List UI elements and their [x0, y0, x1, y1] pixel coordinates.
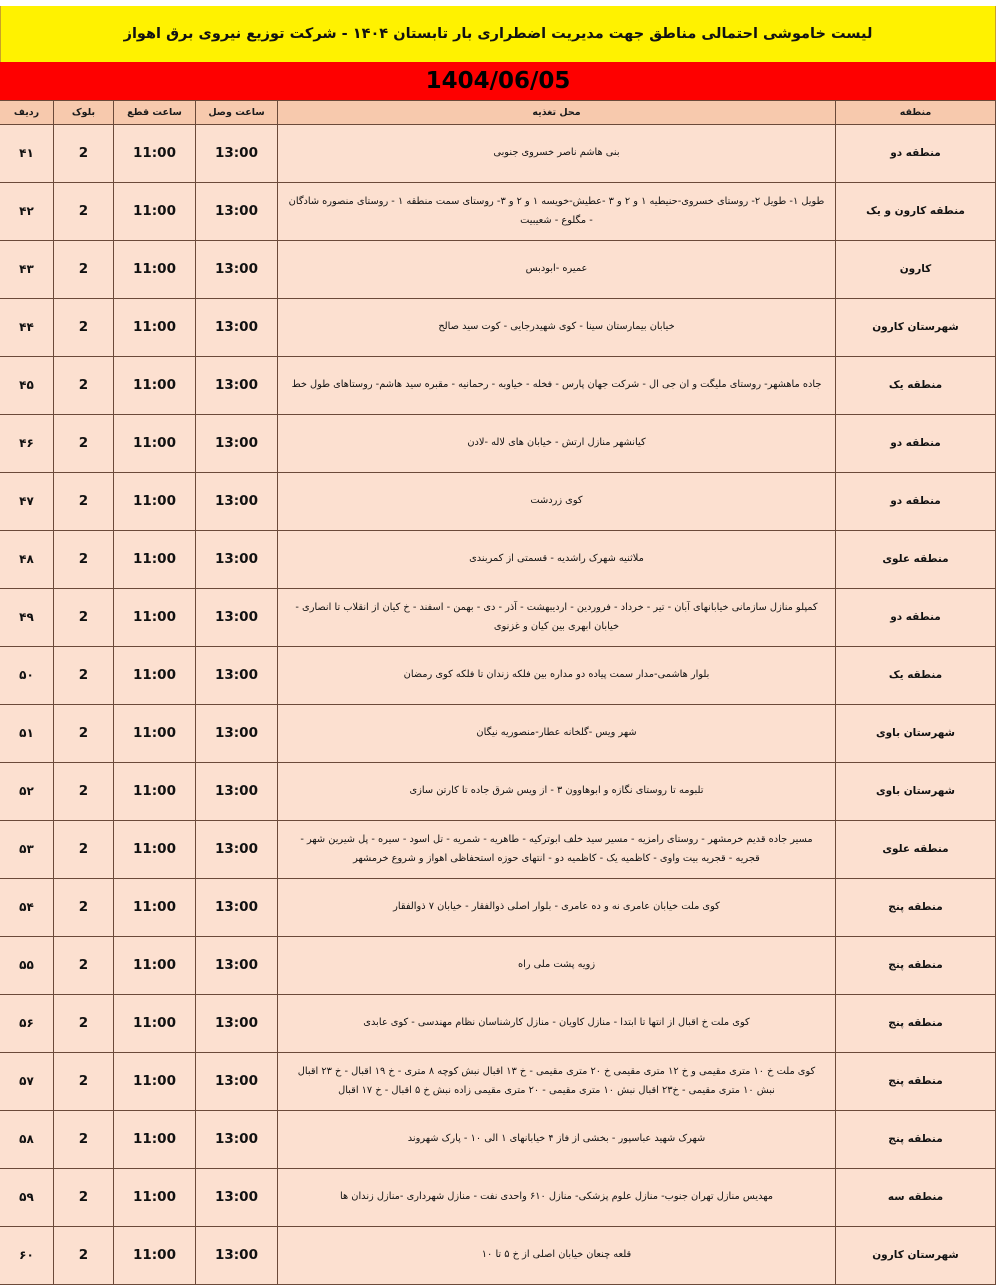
cell-mantaghe: کارون: [836, 241, 996, 299]
cell-mantaghe: منطقه پنج: [836, 937, 996, 995]
cell-vasl: 13:00: [196, 1111, 278, 1169]
cell-mantaghe: منطقه پنج: [836, 879, 996, 937]
cell-block: 2: [54, 241, 114, 299]
cell-vasl: 13:00: [196, 473, 278, 531]
cell-vasl: 13:00: [196, 357, 278, 415]
cell-mantaghe: منطقه پنج: [836, 1053, 996, 1111]
cell-ghat: 11:00: [114, 937, 196, 995]
cell-ghat: 11:00: [114, 357, 196, 415]
cell-radif: ۵۸: [0, 1111, 54, 1169]
cell-ghat: 11:00: [114, 1111, 196, 1169]
page-title: لیست خاموشی احتمالی مناطق جهت مدیریت اضطراری بار تابستان ۱۴۰۴ - شرکت توزیع نیروی برق اهواز: [123, 26, 873, 42]
cell-ghat: 11:00: [114, 1053, 196, 1111]
cell-mantaghe: شهرستان کارون: [836, 299, 996, 357]
cell-mahal: خیابان بیمارستان سینا - کوی شهیدرجایی - کوت سید صالح: [278, 299, 836, 357]
schedule-date: 1404/06/05: [425, 68, 571, 94]
cell-vasl: 13:00: [196, 879, 278, 937]
cell-block: 2: [54, 473, 114, 531]
cell-vasl: 13:00: [196, 705, 278, 763]
cell-mantaghe: منطقه علوی: [836, 531, 996, 589]
cell-block: 2: [54, 821, 114, 879]
cell-block: 2: [54, 299, 114, 357]
cell-ghat: 11:00: [114, 299, 196, 357]
cell-block: 2: [54, 1227, 114, 1285]
cell-vasl: 13:00: [196, 125, 278, 183]
cell-mahal: کوی ملت خیابان عامری نه و ده عامری - بلوار اصلی ذوالفقار - خیابان ۷ ذوالفقار: [278, 879, 836, 937]
table-row: [0, 357, 996, 415]
cell-ghat: 11:00: [114, 821, 196, 879]
table-row: [0, 531, 996, 589]
table-row: [0, 589, 996, 647]
column-header-radif: ردیف: [0, 101, 54, 125]
cell-ghat: 11:00: [114, 473, 196, 531]
cell-block: 2: [54, 647, 114, 705]
column-header-vasl: ساعت وصل: [196, 101, 278, 125]
cell-ghat: 11:00: [114, 1227, 196, 1285]
cell-mantaghe: منطقه کارون و یک: [836, 183, 996, 241]
table-row: [0, 473, 996, 531]
cell-vasl: 13:00: [196, 995, 278, 1053]
cell-block: 2: [54, 415, 114, 473]
table-row: [0, 1111, 996, 1169]
cell-vasl: 13:00: [196, 241, 278, 299]
cell-mahal: کوی ملت خ ۱۰ متری مقیمی و خ ۱۲ متری مقیمی خ ۲۰ متری مقیمی - خ ۱۳ اقبال نبش کوچه ۸ متری - خ ۱۹ اقبال - خ ۲۳ اقبال نبش ۱۰ متری مقیمی - خ۲۳ اقبال نبش ۱۰ متری مقیمی - ۲۰ متری مقیمی زاده نبش خ ۵ اقبال - خ ۱۷ اقبال: [278, 1053, 836, 1111]
cell-radif: ۴۲: [0, 183, 54, 241]
table-row: [0, 299, 996, 357]
table-row: [0, 995, 996, 1053]
cell-vasl: 13:00: [196, 647, 278, 705]
cell-radif: ۴۶: [0, 415, 54, 473]
cell-radif: ۵۷: [0, 1053, 54, 1111]
table-row: [0, 1227, 996, 1285]
table-row: [0, 125, 996, 183]
cell-ghat: 11:00: [114, 763, 196, 821]
table-row: [0, 647, 996, 705]
cell-vasl: 13:00: [196, 937, 278, 995]
cell-ghat: 11:00: [114, 705, 196, 763]
cell-mantaghe: شهرستان کارون: [836, 1227, 996, 1285]
cell-radif: ۵۰: [0, 647, 54, 705]
cell-mantaghe: منطقه دو: [836, 589, 996, 647]
cell-radif: ۶۰: [0, 1227, 54, 1285]
cell-mahal: بلوار هاشمی-مدار سمت پیاده دو مداره بین فلکه زندان تا فلکه کوی رمضان: [278, 647, 836, 705]
cell-mahal: شهرک شهید عباسپور - بخشی از فاز ۴ خیابانهای ۱ الی ۱۰ - پارک شهروند: [278, 1111, 836, 1169]
cell-block: 2: [54, 1169, 114, 1227]
cell-vasl: 13:00: [196, 531, 278, 589]
table-row: [0, 821, 996, 879]
cell-mahal: ملاثنیه شهرک راشدیه - قسمتی از کمربندی: [278, 531, 836, 589]
title-banner: [0, 6, 996, 62]
cell-vasl: 13:00: [196, 1227, 278, 1285]
cell-mantaghe: شهرستان باوی: [836, 705, 996, 763]
cell-vasl: 13:00: [196, 1169, 278, 1227]
cell-vasl: 13:00: [196, 415, 278, 473]
cell-radif: ۵۲: [0, 763, 54, 821]
cell-radif: ۴۱: [0, 125, 54, 183]
cell-block: 2: [54, 879, 114, 937]
column-header-mantaghe: منطقه: [836, 101, 996, 125]
table-row: [0, 879, 996, 937]
cell-mantaghe: منطقه دو: [836, 473, 996, 531]
cell-mahal: کوی ملت خ اقبال از انتها تا ابتدا - منازل کاویان - منازل کارشناسان نظام مهندسی - کوی عابدی: [278, 995, 836, 1053]
cell-radif: ۴۵: [0, 357, 54, 415]
cell-mantaghe: منطقه سه: [836, 1169, 996, 1227]
table-row: [0, 937, 996, 995]
date-banner: [0, 62, 996, 100]
column-header-block: بلوک: [54, 101, 114, 125]
cell-mahal: کمپلو منازل سازمانی خیابانهای آبان - تیر - خرداد - فروردین - اردیبهشت - آذر - دی - بهمن - اسفند - خ کیان از انقلاب تا انصاری - خیابان ابهری بین کیان و غزنوی: [278, 589, 836, 647]
cell-block: 2: [54, 705, 114, 763]
cell-radif: ۵۳: [0, 821, 54, 879]
cell-radif: ۴۹: [0, 589, 54, 647]
cell-mantaghe: شهرستان باوی: [836, 763, 996, 821]
cell-block: 2: [54, 183, 114, 241]
cell-block: 2: [54, 125, 114, 183]
cell-mahal: زویه پشت ملی راه: [278, 937, 836, 995]
cell-mantaghe: منطقه پنج: [836, 1111, 996, 1169]
cell-ghat: 11:00: [114, 589, 196, 647]
cell-radif: ۵۵: [0, 937, 54, 995]
cell-block: 2: [54, 937, 114, 995]
cell-block: 2: [54, 357, 114, 415]
table-header-row: [0, 101, 996, 125]
cell-ghat: 11:00: [114, 995, 196, 1053]
cell-radif: ۵۱: [0, 705, 54, 763]
cell-radif: ۴۸: [0, 531, 54, 589]
table-row: [0, 415, 996, 473]
cell-mantaghe: منطقه دو: [836, 415, 996, 473]
cell-vasl: 13:00: [196, 299, 278, 357]
cell-radif: ۵۴: [0, 879, 54, 937]
cell-vasl: 13:00: [196, 821, 278, 879]
cell-vasl: 13:00: [196, 1053, 278, 1111]
cell-mahal: بنی هاشم ناصر خسروی جنوبی: [278, 125, 836, 183]
cell-mahal: عمیره -ابودبس: [278, 241, 836, 299]
cell-ghat: 11:00: [114, 879, 196, 937]
cell-vasl: 13:00: [196, 183, 278, 241]
cell-ghat: 11:00: [114, 125, 196, 183]
cell-radif: ۴۷: [0, 473, 54, 531]
cell-mantaghe: منطقه دو: [836, 125, 996, 183]
cell-radif: ۴۳: [0, 241, 54, 299]
cell-block: 2: [54, 589, 114, 647]
cell-mantaghe: منطقه پنج: [836, 995, 996, 1053]
cell-mahal: طویل ۱- طویل ۲- روستای خسروی-حنیطیه ۱ و ۲ و ۳ -عطیش-خویسه ۱ و ۲ و ۳- روستای سمت منطقه ۱ - روستای منصوره شادگان - مگلوع - شعیبیت: [278, 183, 836, 241]
cell-mahal: مهدیس منازل تهران جنوب- منازل علوم پزشکی- منازل ۶۱۰ واحدی نفت - منازل شهرداری -منازل زندان ها: [278, 1169, 836, 1227]
cell-mahal: تلبومه تا روستای نگازه و ابوهاوون ۳ - از ویس شرق جاده تا کارتن سازی: [278, 763, 836, 821]
cell-vasl: 13:00: [196, 763, 278, 821]
table-row: [0, 183, 996, 241]
cell-radif: ۴۴: [0, 299, 54, 357]
cell-mahal: قلعه چنعان خیابان اصلی از خ ۵ تا ۱۰: [278, 1227, 836, 1285]
cell-radif: ۵۹: [0, 1169, 54, 1227]
cell-ghat: 11:00: [114, 647, 196, 705]
cell-block: 2: [54, 1053, 114, 1111]
table-body: [0, 125, 996, 1285]
outage-table: [0, 100, 996, 1285]
cell-radif: ۵۶: [0, 995, 54, 1053]
cell-ghat: 11:00: [114, 1169, 196, 1227]
cell-block: 2: [54, 763, 114, 821]
table-row: [0, 1169, 996, 1227]
cell-mahal: جاده ماهشهر- روستای ملیگت و ان جی ال - شرکت جهان پارس - فخله - خیاوبه - رحمانیه - مقبره سید هاشم- روستاهای طول خط: [278, 357, 836, 415]
cell-vasl: 13:00: [196, 589, 278, 647]
table-row: [0, 1053, 996, 1111]
table-row: [0, 763, 996, 821]
cell-mantaghe: منطقه یک: [836, 647, 996, 705]
cell-block: 2: [54, 531, 114, 589]
table-row: [0, 705, 996, 763]
cell-block: 2: [54, 995, 114, 1053]
cell-mahal: کوی زردشت: [278, 473, 836, 531]
cell-ghat: 11:00: [114, 241, 196, 299]
cell-block: 2: [54, 1111, 114, 1169]
cell-mantaghe: منطقه یک: [836, 357, 996, 415]
cell-ghat: 11:00: [114, 415, 196, 473]
column-header-mahal: محل تغذیه: [278, 101, 836, 125]
column-header-ghat: ساعت قطع: [114, 101, 196, 125]
cell-mahal: شهر ویس -گلخانه عطار-منصوریه نیگان: [278, 705, 836, 763]
cell-ghat: 11:00: [114, 183, 196, 241]
table-header: [0, 101, 996, 125]
cell-mahal: کیانشهر منازل ارتش - خیابان های لاله -لادن: [278, 415, 836, 473]
cell-mantaghe: منطقه علوی: [836, 821, 996, 879]
table-row: [0, 241, 996, 299]
cell-ghat: 11:00: [114, 531, 196, 589]
cell-mahal: مسیر جاده قدیم خرمشهر - روستای رامزیه - مسیر سید خلف ابوترکیه - طاهریه - شمریه - تل اسود - سیره - پل شیرین شهر - قجریه - قجریه بیت واوی - کاظمیه یک - کاظمیه دو - انتهای حوزه استحفاظی اهواز و شروع خرمشهر: [278, 821, 836, 879]
